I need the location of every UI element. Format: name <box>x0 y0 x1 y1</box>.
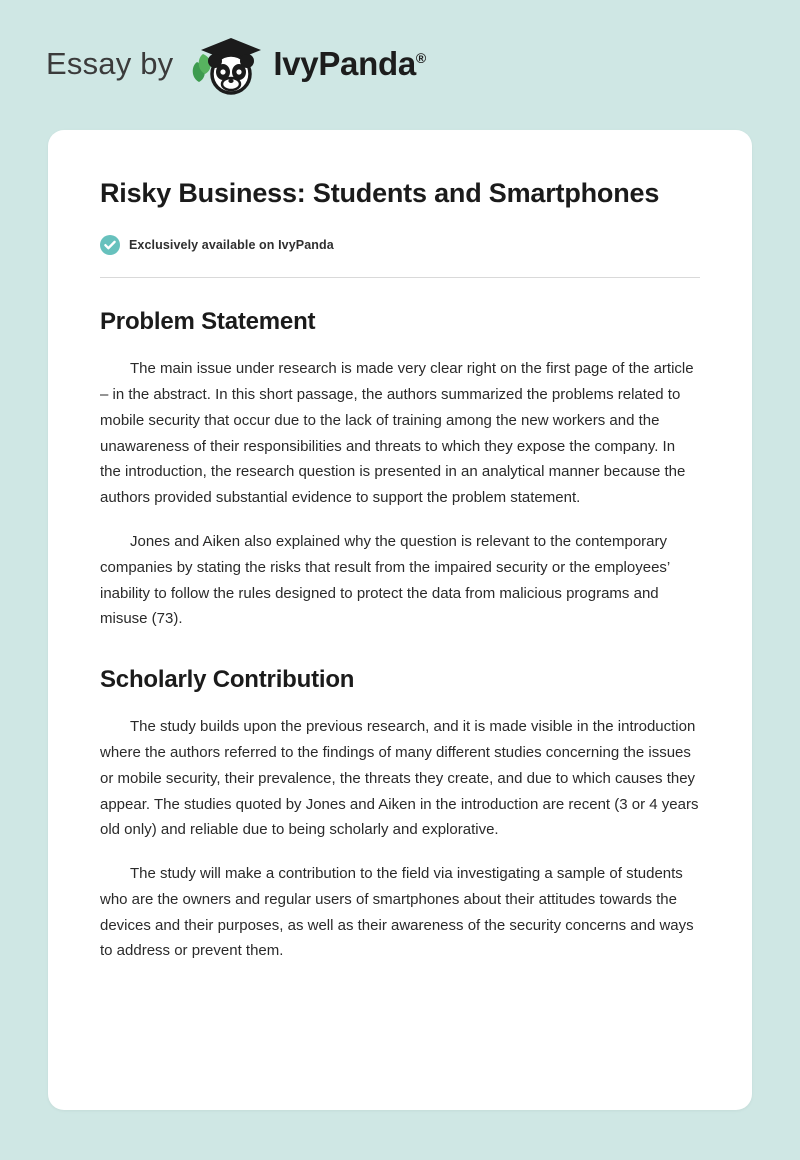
brand-name <box>273 45 426 83</box>
section-heading-scholarly-contribution: Scholarly Contribution <box>100 666 355 694</box>
exclusive-badge <box>100 235 700 255</box>
essay-by-label: Essay by <box>46 46 174 81</box>
paragraph: The main issue under research is made very clear right on the first page of the article – in the abstract. In this short passage, the authors summarized the problems related to mobile security that occur due to the lack of training among the new workers and the unawareness of their responsibilities and threats to which they expose the company. In the introduction, the research question is presented in an analytical manner because the authors provided substantial evidence to support the problem statement. <box>100 360 694 507</box>
ivypanda-logo[interactable] <box>187 32 426 96</box>
check-circle-icon <box>100 235 120 255</box>
brand-registered-mark: ® <box>415 50 426 66</box>
title-divider <box>100 277 700 278</box>
site-brand-header <box>0 0 800 92</box>
page-title: Risky Business: Students and Smartphones <box>100 178 660 208</box>
brand-name-text: IvyPanda <box>273 45 416 82</box>
panda-graduate-logo-icon <box>187 32 271 96</box>
paragraph: Jones and Aiken also explained why the question is relevant to the contemporary companies by stating the risks that result from the impaired security or the employees’ inability to follow the rules designed to protect the data from malicious programs and misuse (73). <box>100 532 670 628</box>
paragraph: The study will make a contribution to the field via investigating a sample of students who are the owners and regular users of smartphones about their attitudes towards the devices and their purposes, as well as their awareness of the security concerns and ways to address or prevent them. <box>100 865 694 960</box>
section-heading-problem-statement: Problem Statement <box>100 308 316 336</box>
paragraph: The study builds upon the previous research, and it is made visible in the introduction where the authors referred to the findings of many different studies concerning the issues or mobile security, their prevalence, the threats they create, and due to which causes they appear. The studies quoted by Jones and Aiken in the introduction are recent (3 or 4 years old only) and reliable due to being scholarly and explorative. <box>100 718 699 839</box>
status-badge-label: Exclusively available on IvyPanda <box>129 238 334 253</box>
document-card <box>48 130 752 1110</box>
